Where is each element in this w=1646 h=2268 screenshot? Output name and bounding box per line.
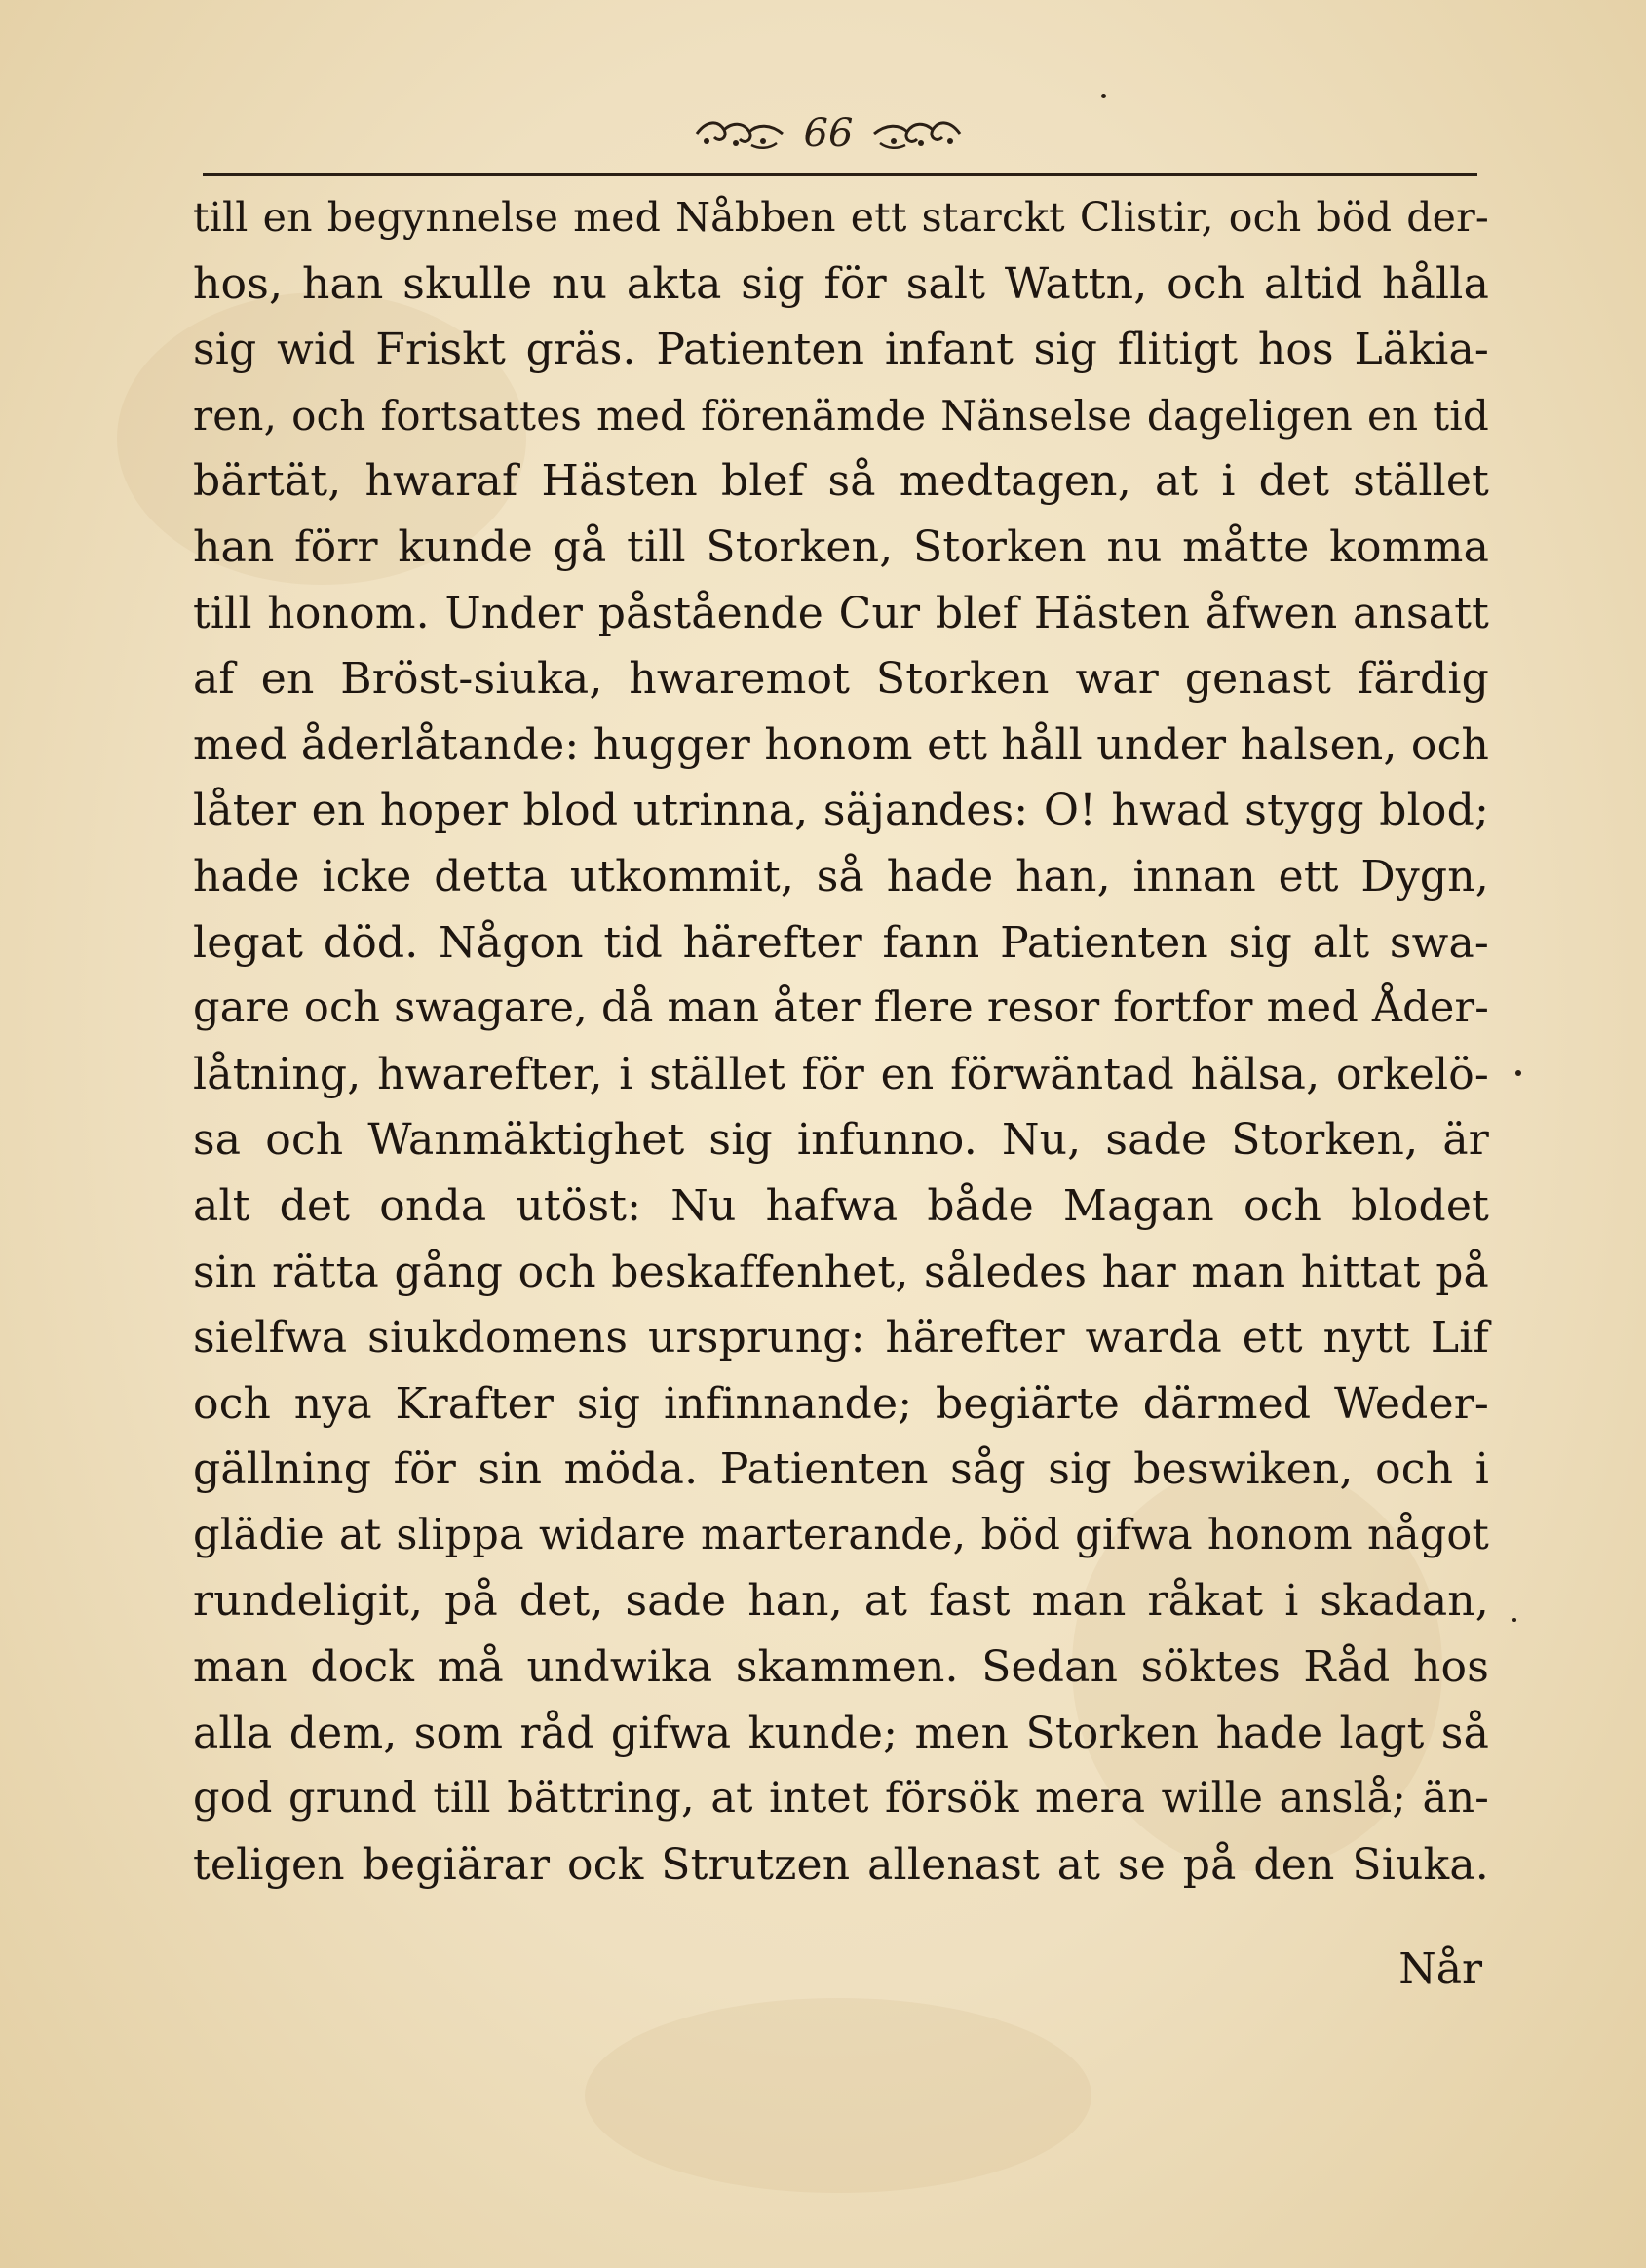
header-rule bbox=[203, 173, 1477, 176]
text-line: sielfwa siukdomens ursprung: härefter warda ett nytt Lif bbox=[193, 1313, 1489, 1364]
text-line: alla dem, som råd gifwa kunde; men Storken hade lagt så bbox=[193, 1708, 1489, 1758]
text-line: han förr kunde gå till Storken, Storken nu måtte komma bbox=[193, 521, 1489, 572]
text-line: till en begynnelse med Nåbben ett starckt Clistir, och böd der- bbox=[193, 194, 1489, 241]
text-line: legat död. Någon tid härefter fann Patienten sig alt swa- bbox=[193, 917, 1489, 968]
text-line: låter en hoper blod utrinna, säjandes: O! hwad stygg blod; bbox=[193, 786, 1489, 836]
body-text bbox=[193, 185, 1489, 1898]
text-line: af en Bröst-siuka, hwaremot Storken war genast färdig bbox=[193, 654, 1489, 705]
text-line: till honom. Under påstående Cur blef Hästen åfwen ansatt bbox=[193, 588, 1489, 638]
text-line: teligen begiärar ock Strutzen allenast at se på den Siuka. bbox=[193, 1839, 1489, 1890]
text-line: gällning för sin möda. Patienten såg sig beswiken, och i bbox=[193, 1444, 1489, 1495]
text-line: sa och Wanmäktighet sig infunno. Nu, sade Storken, är bbox=[193, 1115, 1489, 1166]
text-line: och nya Krafter sig infinnande; begiärte därmed Weder- bbox=[193, 1378, 1489, 1429]
text-line: god grund till bättring, at intet försök mera wille anslå; än- bbox=[193, 1774, 1489, 1824]
page-header bbox=[682, 109, 975, 158]
text-line: rundeligit, på det, sade han, at fast man råkat i skadan, bbox=[193, 1576, 1489, 1627]
text-line: låtning, hwarefter, i stället för en förwäntad hälsa, orkelö- bbox=[193, 1049, 1489, 1099]
paper-stain bbox=[585, 1998, 1091, 2193]
text-line: hade icke detta utkommit, så hade han, innan ett Dygn, bbox=[193, 851, 1489, 902]
text-line: man dock må undwika skammen. Sedan söktes Råd hos bbox=[193, 1642, 1489, 1693]
text-line: sin rätta gång och beskaffenhet, således har man hittat på bbox=[193, 1247, 1489, 1297]
text-line: alt det onda utöst: Nu hafwa både Magan och blodet bbox=[193, 1180, 1489, 1231]
text-line: ren, och fortsattes med förenämde Nänselse dageligen en tid bbox=[193, 391, 1489, 440]
ink-speck bbox=[1101, 94, 1106, 98]
ink-speck bbox=[1512, 1618, 1516, 1622]
text-line: glädie at slippa widare marterande, böd gifwa honom något bbox=[193, 1510, 1489, 1559]
text-line: hos, han skulle nu akta sig för salt Wattn, och altid hålla bbox=[193, 258, 1489, 309]
text-line: med åderlåtande: hugger honom ett håll under halsen, och bbox=[193, 719, 1489, 770]
right-ornament-icon bbox=[870, 116, 964, 151]
ink-speck bbox=[1515, 1070, 1521, 1076]
text-line: sig wid Friskt gräs. Patienten infant sig flitigt hos Läkia- bbox=[193, 325, 1489, 375]
text-line: gare och swagare, då man åter flere resor fortfor med Åder- bbox=[193, 983, 1489, 1033]
text-line: bärtät, hwaraf Hästen blef så medtagen, at i det stället bbox=[193, 456, 1489, 507]
left-ornament-icon bbox=[693, 116, 786, 151]
catchword: Når bbox=[1398, 1944, 1482, 1994]
page-number: 66 bbox=[803, 111, 854, 156]
